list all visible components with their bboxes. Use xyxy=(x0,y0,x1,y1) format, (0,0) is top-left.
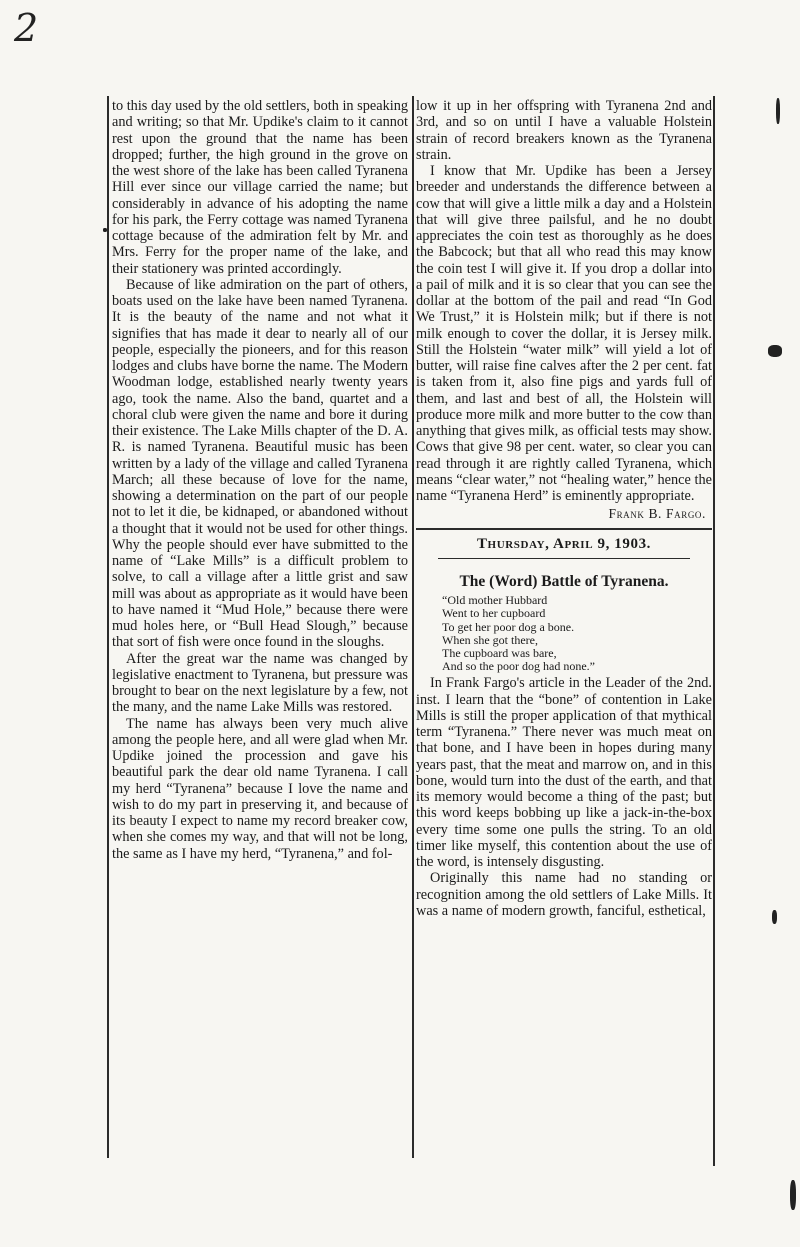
paragraph: to this day used by the old settlers, both in speaking and writing; so that Mr. Updike's claim to it cannot rest upon the ground that the name has been dropped; further, the high ground in the grove on the west shore of the lake has been called Tyranena Hill ever since our village carried the name; but considerably in advance of his adopting the name for his park, the Ferry cottage was named Tyranena cottage because of the admiration felt by Mr. and Mrs. Ferry for the proper name of the lake, and their stationery was printed accordingly. xyxy=(112,98,408,277)
poem-line: When she got there, xyxy=(442,632,538,647)
paragraph: I know that Mr. Updike has been a Jersey breeder and understands the difference between a cow that will give a little milk a day and a Holstein that will give three pailsful, and he no doubt appreciates the coin test as thoroughly as he does the Babcock; but that all who read this may know the coin test I will give it. If you drop a dollar into a pail of milk and it is so clear that you can see the dollar at the bottom of the pail and read “In God We Trust,” it is Holstein milk; but if there is not milk enough to cover the dollar, it is Jersey milk. Still the Holstein “water milk” will yield a lot of butter, will raise fine calves after the 2 per cent. fat is taken from it, also fine pigs and yards full of them, and last and best of all, the Holstein will produce more milk and more butter to the cow than anything that gives milk, as official tests may show. Cows that give 98 per cent. water, so clear you can read through it are rightly called Tyranena, which means “clear water,” not “healing water,” hence the name “Tyranena Herd” is eminently appropriate. xyxy=(416,163,712,504)
dateline xyxy=(416,530,712,558)
paragraph: low it up in her offspring with Tyranena 2nd and 3rd, and so on until I have a valuable Holstein strain of record breakers known as the Tyranena strain. xyxy=(416,98,712,163)
scan-speck xyxy=(103,228,107,232)
paragraph: After the great war the name was changed by legislative enactment to Tyranena, but pressure was brought to bear on the next legislature by a few, not the many, and the name Lake Mills was restored. xyxy=(112,650,408,716)
poem-line: And so the poor dog had none.” xyxy=(442,659,595,674)
left-column xyxy=(112,98,408,862)
author-signature xyxy=(416,506,712,522)
scan-speck xyxy=(768,345,782,357)
column-rule-left xyxy=(107,96,109,1158)
poem-line: The cupboard was bare, xyxy=(442,646,557,661)
column-rule-middle xyxy=(412,96,414,1158)
scan-speck xyxy=(776,98,780,124)
right-column xyxy=(416,98,712,919)
poem-line: “Old mother Hubbard xyxy=(442,593,548,608)
signature-text: Frank B. Fargo. xyxy=(608,506,706,522)
poem-line: Went to her cupboard xyxy=(442,606,546,621)
paragraph: The name has always been very much alive among the people here, and all were glad when Mr. Updike joined the procession and gave his beautiful park the dear old name Tyranena. I call my herd “Tyranena” because I love the name and wish to do my part in preserving it, and because of its beauty I expect to name my record breaker cow, when she comes my way, and that will not be long, the same as I have my herd, “Tyranena,” and fol- xyxy=(112,715,408,862)
page-number: 2 xyxy=(14,6,39,50)
scan-speck xyxy=(790,1180,796,1210)
paragraph: Originally this name had no standing or recognition among the old settlers of Lake Mills. It was a name of modern growth, fanciful, esthetical, xyxy=(416,870,712,919)
column-rule-right xyxy=(713,96,715,1166)
dateline-underline xyxy=(438,558,690,559)
scan-speck xyxy=(772,910,777,924)
dateline-text: Thursday, April 9, 1903. xyxy=(476,536,652,553)
paragraph: In Frank Fargo's article in the Leader of the 2nd. inst. I learn that the “bone” of contention in Lake Mills is still the proper application of that mythical term “Tyranena.” There never was much meat on that bone, and I have been in hopes during many years past, that the meat and marrow on, and in this bone, would turn into the dust of the earth, and that its memory would become a thing of the past; but this word keeps bobbing up like a jack-in-the-box every time some one pulls the string. To an old timer like myself, this contention about the use of the word, is intensely disgusting. xyxy=(416,675,712,871)
poem-line: To get her poor dog a bone. xyxy=(442,619,575,634)
article-headline: The (Word) Battle of Tyranena. xyxy=(459,573,669,591)
paragraph: Because of like admiration on the part of others, boats used on the lake have been named Tyranena. It is the beauty of the name and not what it signifies that has made it dear to nearly all of our people, especially the pioneers, and for this reason lodges and clubs have borne the name. The Modern Woodman lodge, established nearly twenty years ago, took the name. Also the band, quartet and a choral club were given the name and bore it during their existence. The Lake Mills chapter of the D. A. R. is named Tyranena. Beautiful music has been written by a lady of the village and called Tyranena March; all these because of love for the name, showing a determination on the part of our people not to let it die, be kidnaped, or abandoned without a thought that it would not be used for other things. Why the people should ever have submitted to the name of “Lake Mills” is a difficult problem to solve, to call a village after a little grist and saw mill was about as appropriate as it would have been to have named it “Mud Hole,” because there were mud holes here, or “Bull Head Slough,” because that sort of fish were once found in the sloughs. xyxy=(112,276,408,651)
nursery-rhyme xyxy=(442,594,712,673)
